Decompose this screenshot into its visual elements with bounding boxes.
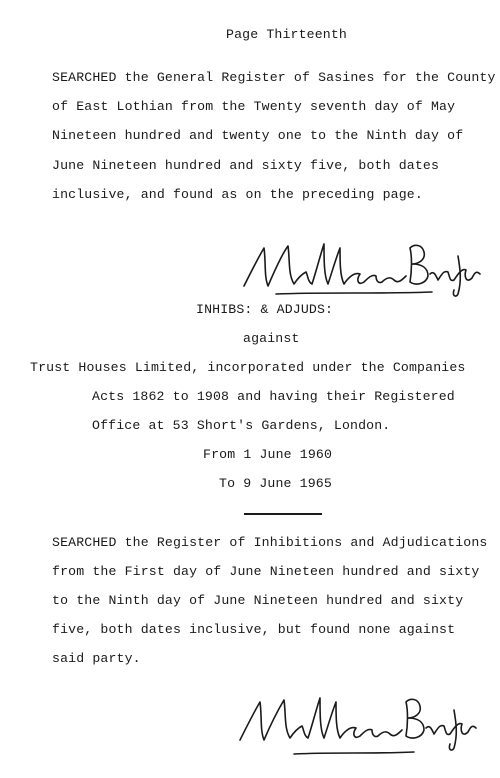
paragraph-line: SEARCHED the General Register of Sasines for the County [52, 70, 496, 85]
party-line: Acts 1862 to 1908 and having their Registered [92, 389, 455, 404]
signature-2 [234, 690, 484, 760]
paragraph-line: inclusive, and found as on the preceding page. [52, 187, 423, 202]
paragraph-line: of East Lothian from the Twenty seventh day of May [52, 99, 456, 114]
paragraph-line: Nineteen hundred and twenty one to the Ninth day of [52, 128, 464, 143]
signature-1 [236, 234, 486, 302]
paragraph-line: to the Ninth day of June Nineteen hundred and sixty [52, 593, 464, 608]
date-from: From 1 June 1960 [203, 447, 333, 462]
paragraph-line: five, both dates inclusive, but found none against [52, 622, 456, 637]
paragraph-line: said party. [52, 651, 141, 666]
paragraph-line: SEARCHED the Register of Inhibitions and Adjudications [52, 535, 488, 550]
page-header: Page Thirteenth [226, 27, 347, 42]
party-line: Office at 53 Short's Gardens, London. [92, 418, 391, 433]
inhibs-heading: INHIBS: & ADJUDS: [196, 302, 334, 317]
party-line: Trust Houses Limited, incorporated under the Companies [30, 360, 466, 375]
against-label: against [243, 331, 300, 346]
date-to: To 9 June 1965 [219, 476, 332, 491]
paragraph-line: June Nineteen hundred and sixty five, both dates [52, 158, 440, 173]
section-divider [244, 513, 322, 515]
paragraph-line: from the First day of June Nineteen hundred and sixty [52, 564, 480, 579]
